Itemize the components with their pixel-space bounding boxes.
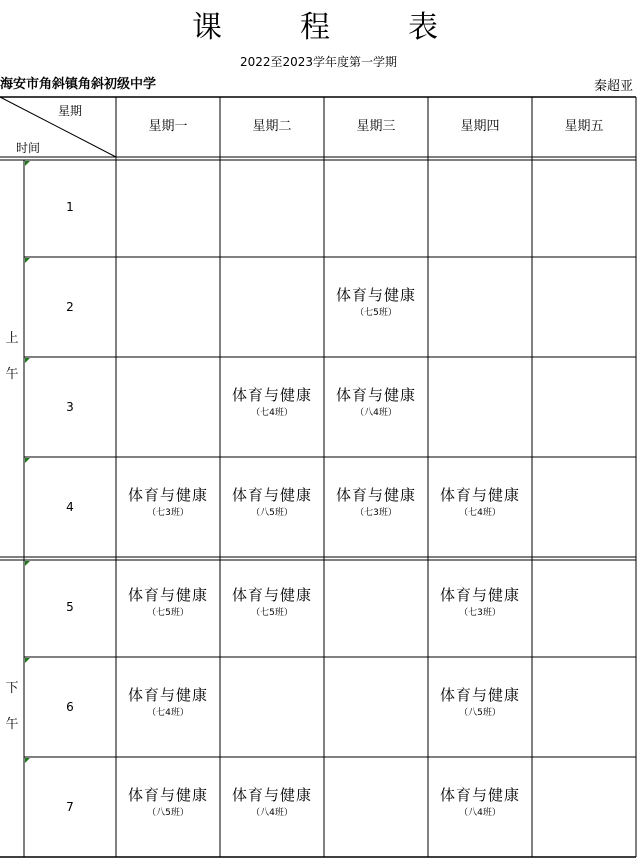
- schedule-cell[interactable]: [116, 585, 220, 621]
- cell-comment-marker: [25, 458, 30, 463]
- course-name: 体育与健康: [335, 286, 416, 304]
- course-name: 体育与健康: [439, 786, 520, 804]
- class-name: （七5班）: [251, 608, 293, 618]
- corner-day-label: 星期: [58, 104, 83, 118]
- course-name: 体育与健康: [127, 686, 208, 704]
- afternoon-label: 下: [5, 681, 19, 696]
- schedule-cell[interactable]: [220, 385, 324, 421]
- class-name: （七4班）: [147, 708, 189, 718]
- period-number: 7: [66, 800, 74, 814]
- class-name: （八4班）: [355, 408, 397, 418]
- course-name: 体育与健康: [335, 386, 416, 404]
- course-name: 体育与健康: [439, 686, 520, 704]
- course-name: 体育与健康: [231, 586, 312, 604]
- title-char: 程: [300, 10, 330, 45]
- course-name: 体育与健康: [127, 786, 208, 804]
- class-name: （八5班）: [147, 808, 189, 818]
- day-header: 星期四: [460, 119, 500, 134]
- class-name: （七4班）: [251, 408, 293, 418]
- cell-comment-marker: [25, 258, 30, 263]
- course-name: 体育与健康: [439, 586, 520, 604]
- term-label: 2022至2023学年度第一学期: [239, 55, 398, 69]
- cell-comment-marker: [25, 561, 30, 566]
- class-name: （八5班）: [251, 508, 293, 518]
- period-number: 5: [66, 600, 74, 614]
- period-number: 1: [66, 200, 74, 214]
- title-char: 课: [192, 10, 222, 45]
- corner-time-label: 时间: [16, 141, 41, 155]
- day-header: 星期三: [356, 119, 396, 134]
- afternoon-label: 午: [5, 717, 19, 732]
- period-number: 6: [66, 700, 74, 714]
- school-name: 海安市角斜镇角斜初级中学: [0, 77, 157, 92]
- schedule-cell[interactable]: [428, 485, 532, 521]
- schedule-cell[interactable]: [220, 485, 324, 521]
- schedule-cell[interactable]: [116, 785, 220, 821]
- schedule-cell[interactable]: [428, 685, 532, 721]
- class-name: （七5班）: [355, 308, 397, 318]
- class-name: （八4班）: [459, 808, 501, 818]
- cell-comment-marker: [25, 658, 30, 663]
- schedule-cell[interactable]: [116, 485, 220, 521]
- class-name: （八4班）: [251, 808, 293, 818]
- course-name: 体育与健康: [335, 486, 416, 504]
- course-name: 体育与健康: [231, 486, 312, 504]
- morning-label: 午: [5, 367, 19, 382]
- schedule-cell[interactable]: [220, 785, 324, 821]
- period-number: 3: [66, 400, 74, 414]
- class-name: （七3班）: [355, 508, 397, 518]
- schedule-cell[interactable]: [324, 285, 428, 321]
- class-name: （七5班）: [147, 608, 189, 618]
- course-name: 体育与健康: [439, 486, 520, 504]
- course-name: 体育与健康: [127, 586, 208, 604]
- schedule-cell[interactable]: [428, 785, 532, 821]
- cell-comment-marker: [25, 358, 30, 363]
- teacher-name: 秦超亚: [593, 79, 633, 94]
- morning-label: 上: [5, 331, 19, 346]
- title-char: 表: [408, 10, 438, 45]
- day-header: 星期一: [148, 119, 188, 134]
- period-number: 2: [66, 300, 74, 314]
- schedule-cell[interactable]: [116, 685, 220, 721]
- class-name: （七3班）: [459, 608, 501, 618]
- schedule-cell[interactable]: [428, 585, 532, 621]
- schedule-cell[interactable]: [324, 385, 428, 421]
- course-name: 体育与健康: [231, 386, 312, 404]
- course-name: 体育与健康: [127, 486, 208, 504]
- course-name: 体育与健康: [231, 786, 312, 804]
- cell-comment-marker: [25, 758, 30, 763]
- cell-comment-marker: [25, 161, 30, 166]
- class-name: （八5班）: [459, 708, 501, 718]
- class-name: （七4班）: [459, 508, 501, 518]
- schedule-cell[interactable]: [324, 485, 428, 521]
- day-header: 星期五: [564, 119, 604, 134]
- day-header: 星期二: [252, 119, 292, 134]
- class-name: （七3班）: [147, 508, 189, 518]
- schedule-cell[interactable]: [220, 585, 324, 621]
- period-number: 4: [66, 500, 74, 514]
